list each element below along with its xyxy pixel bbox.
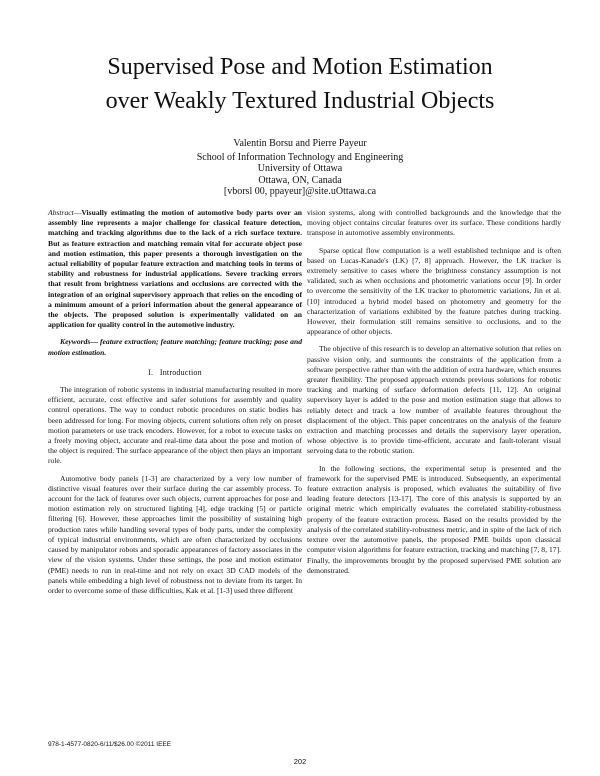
copyright-code: 978-1-4577-0820-6/11/$26.00 ©2011 IEEE <box>48 741 172 748</box>
section-heading-introduction <box>48 368 302 378</box>
title-line-2: over Weakly Textured Industrial Objects <box>105 88 495 114</box>
university: University of Ottawa <box>257 163 343 174</box>
intro-paragraph-3: Sparse optical flow computation is a well established technique and is often based on Lucas-Kanade's (LK) [7, 8] approach. However, the LK tracker is extremely sensitive to cases where the brightness constancy assumption is not validated, such as when occlusions and photometric variations occur [9]. In order to overcome the sensitivity of the LK tracker to photometric variations, Jin et al. [10] introduced a hybrid model based on photometry and geometry for the characterization of variations exhibited by the feature patches during tracking. However, their formulation still remains sensitive to occlusions, and to the appearance of other objects. <box>307 245 561 337</box>
paper-title <box>40 50 560 118</box>
abstract-label: Abstract <box>48 208 74 217</box>
right-column <box>307 208 561 583</box>
intro-paragraph-2-continued: vision systems, along with controlled backgrounds and the knowledge that the moving object contains circular features over its surface. These conditions hardly transpose in automotive assembly environments. <box>307 208 561 238</box>
section-numeral: I. <box>148 367 154 377</box>
keywords-text: — feature extraction; feature matching; feature tracking; pose and motion estimation. <box>48 337 302 357</box>
page-number: 202 <box>293 757 307 766</box>
abstract-dash: — <box>73 208 82 217</box>
abstract-text: Visually estimating the motion of automotive body parts over an assembly line represents a major challenge for classical feature detection, matching and tracking algorithms due to the lack of a rich surface texture. But as feature extraction and matching remain vital for accurate object pose and motion estimation, this paper presents a thorough investigation on the actual reliability of popular feature extraction and matching tools in terms of stability and robustness for industrial applications. Severe tracking errors that result from brightness variations and occlusions are corrected with the integration of an original supervisory approach that relies on the encoding of a minimum amount of a priori information about the general appearance of the objects. The proposed solution is experimentally validated on an application for quality control in the automotive industry. <box>48 208 302 330</box>
intro-paragraph-4: The objective of this research is to develop an alternative solution that relies on passive vision only, and surmounts the constraints of the application from a software perspective rather than with the addition of extra hardware, which ensures greater flexibility. The proposed approach extends previous solutions for robotic tracking and marking of surface deformation defects [11, 12]. An original supervisory layer is added to the pose and motion estimation stage that allows to reliably detect and track a low number of available features throughout the displacement of the object. This paper concentrates on the analysis of the feature extraction and matching processes and details the supervisory layer operation, whose objective is to provide time-efficient, accurate and fault-tolerant visual servoing data to the robotic station. <box>307 344 561 456</box>
keywords <box>48 337 302 357</box>
keywords-label: Keywords <box>60 337 91 347</box>
author-block <box>100 138 500 198</box>
intro-paragraph-5: In the following sections, the experimental setup is presented and the framework for the supervised PME is introduced. Subsequently, an experimental feature extraction analysis is proposed, which evaluates the suitability of five leading feature detectors [13-17]. The core of this analysis is supported by an original metric which empirically evaluates the correlated stability-robustness property of the feature extraction process. Based on the results provided by the analysis of the correlated stability-robustness metric, and in spite of the lack of rich texture over the automotive panels, the proposed PME builds upon classical computer vision algorithms for feature extraction, tracking and matching [7, 8, 17]. Finally, the improvements brought by the proposed supervised PME solution are demonstrated. <box>307 463 561 575</box>
author-names: Valentin Borsu and Pierre Payeur <box>233 138 367 149</box>
title-line-1: Supervised Pose and Motion Estimation <box>107 54 493 80</box>
section-title: Introduction <box>159 367 202 377</box>
abstract <box>48 208 302 330</box>
left-column <box>48 208 302 603</box>
intro-paragraph-2: Automotive body panels [1-3] are characterized by a very low number of distinctive visual features over their surface during the car assembly process. To account for the lack of features over such objects, current approaches for pose and motion estimation rely on structured lighting [4], edge tracking [5] or particle filtering [6]. However, these approaches limit the possibility of sustaining high production rates while handling several types of body parts, under the complexity of typical industrial environments, which are often characterized by occlusions caused by manipulator robots and sporadic appearances of factory associates in the view of the vision systems. Under these settings, the pose and motion estimator (PME) needs to run in real-time and not rely on exact 3D CAD models of the panels while embedding a high level of robustness not to deviate from its target. In order to overcome some of these difficulties, Kak et al. [1-3] used three different <box>48 473 302 595</box>
affiliation: School of Information Technology and Engineering <box>196 151 404 163</box>
email: [vborsl 00, ppayeur]@site.uOttawa.ca <box>223 186 377 197</box>
intro-paragraph-1: The integration of robotic systems in industrial manufacturing resulted in more efficient, accurate, cost effective and safer solutions for assembly and quality control operations. The way to conduct robotic procedures on static bodies has been addressed for long. For moving objects, current solutions often rely on preset motion parameters or use track encoders. However, for a robot to execute tasks on a freely moving object, accurate and real-time data about the pose and motion of the object is required. The surface appearance of the object then plays an important role. <box>48 385 302 466</box>
location: Ottawa, ON, Canada <box>258 174 342 186</box>
